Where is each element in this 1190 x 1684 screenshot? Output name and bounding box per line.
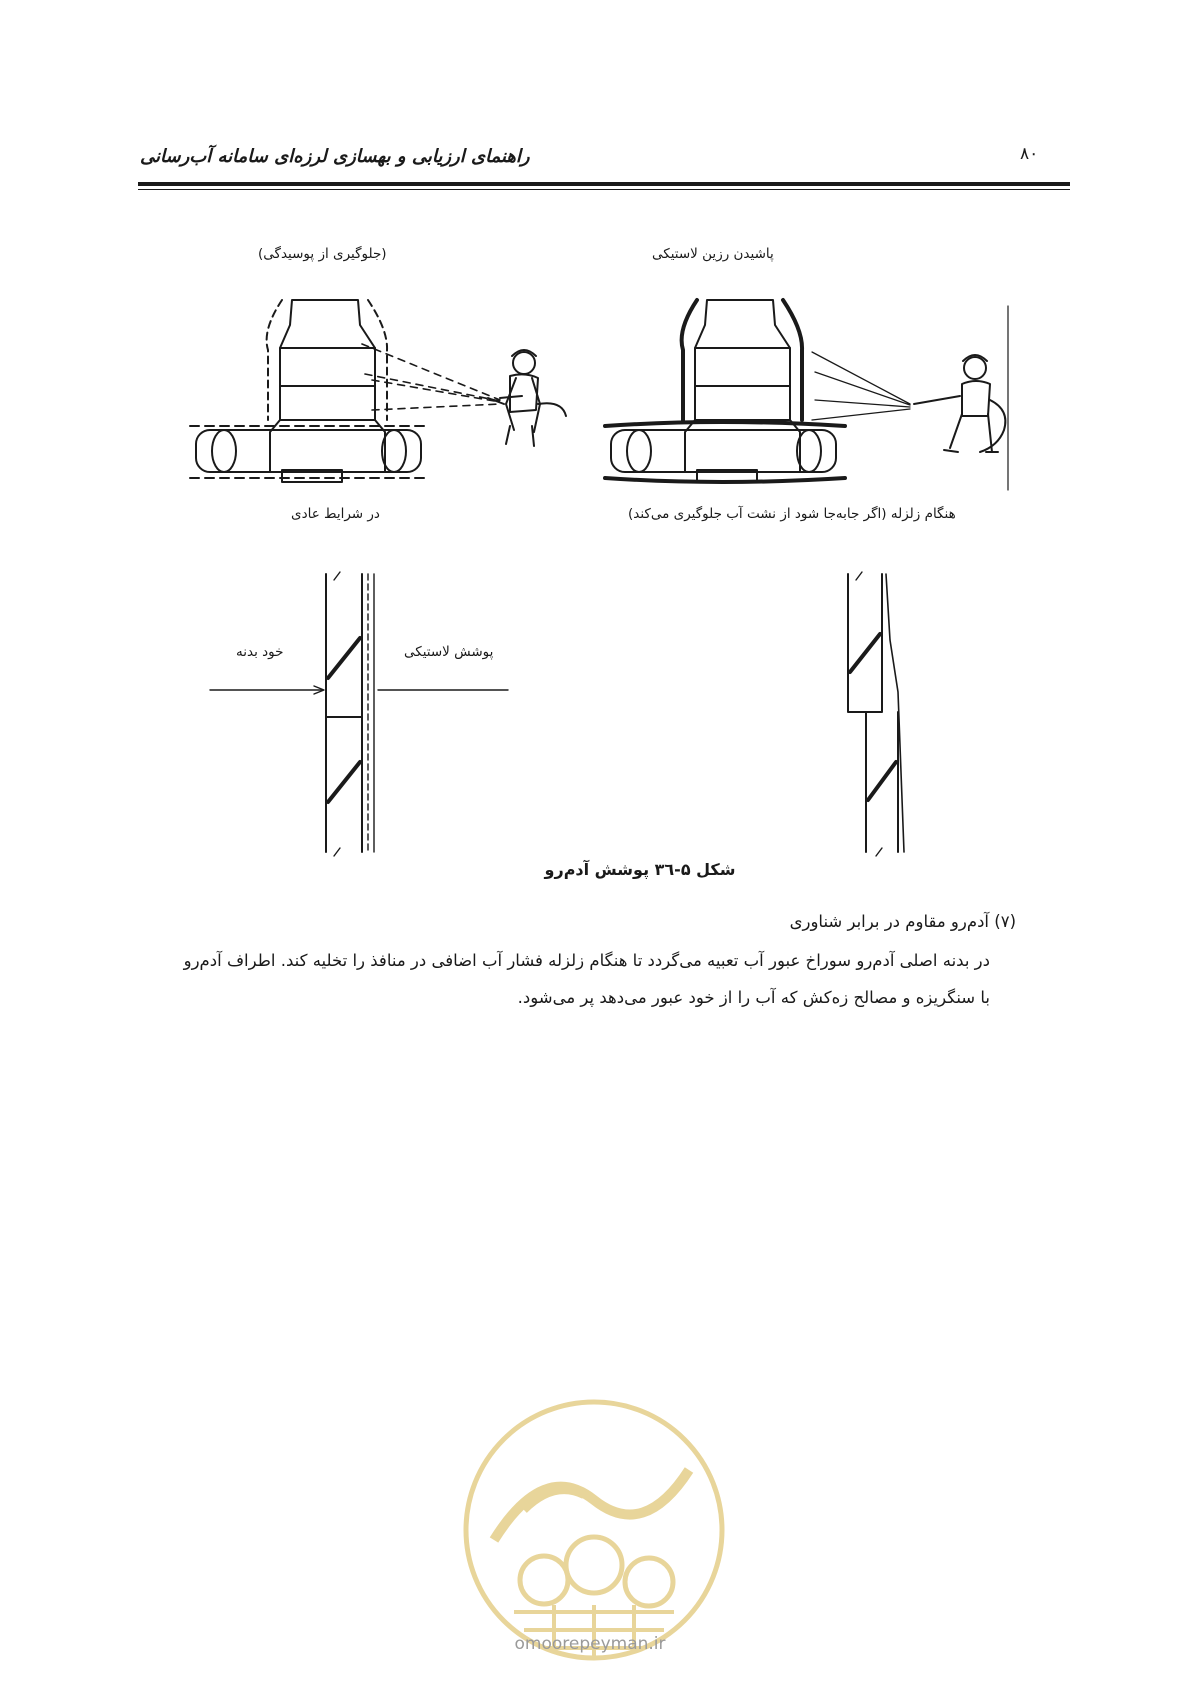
figure-caption: شکل ۵-۳٦ پوشش آدم‌رو <box>544 860 736 879</box>
figure-label-prevent-corrosion: (جلوگیری از پوسیدگی) <box>258 246 387 262</box>
running-header-title: راهنمای ارزیابی و بهسازی لرزه‌ای سامانه آب‌رسانی <box>140 146 530 167</box>
figure-label-during-earthquake: هنگام زلزله (اگر جابه‌جا شود از نشت آب جلوگیری می‌کند) <box>628 506 956 522</box>
wall-section-normal-drawing <box>210 572 508 856</box>
figure-label-spray-rubber-resin: پاشیدن رزین لاستیکی <box>652 246 774 262</box>
manhole-earthquake-drawing <box>605 300 1008 490</box>
worker-left-drawing <box>488 350 566 446</box>
manhole-normal-drawing <box>190 300 500 482</box>
paragraph-line-2: با سنگریزه و مصالح زه‌کش که آب را از خود عبور می‌دهد پر می‌شود. <box>517 988 990 1007</box>
omoorepeyman-logo-icon <box>454 1390 734 1670</box>
wall-section-displaced-drawing <box>848 572 904 856</box>
figure-label-rubber-coating: پوشش لاستیکی <box>404 644 494 660</box>
paragraph-line-1: در بدنه اصلی آدم‌رو سوراخ عبور آب تعبیه می‌گردد تا هنگام زلزله فشار آب اضافی در منافذ را تخلیه کند. اطراف آدم‌رو <box>183 951 990 970</box>
page-number: ۸۰ <box>1020 144 1039 164</box>
worker-right-drawing <box>914 355 1005 452</box>
section-item-heading: (۷) آدم‌رو مقاوم در برابر شناوری <box>789 912 1016 931</box>
figure-label-body: خود بدنه <box>236 644 284 660</box>
watermark-site: omoorepeyman.ir <box>514 1634 666 1654</box>
figure-label-normal-condition: در شرایط عادی <box>291 506 380 522</box>
